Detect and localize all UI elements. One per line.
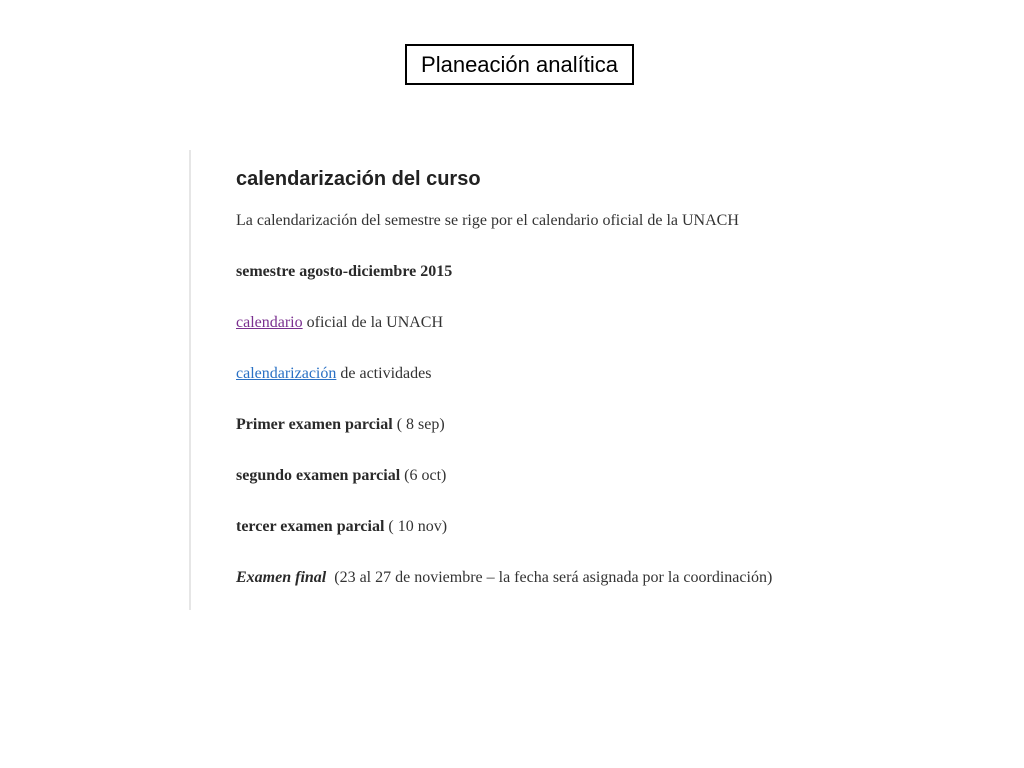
exam3-date: ( 10 nov) (384, 518, 448, 535)
calendar-link-suffix: oficial de la UNACH (302, 314, 444, 331)
final-exam-line (236, 569, 772, 587)
calendarizacion-link[interactable]: calendarización (236, 365, 337, 382)
exam3-label: tercer examen parcial (236, 518, 385, 535)
final-exam-label: Examen final (236, 569, 327, 586)
course-calendar-panel (189, 150, 889, 610)
exam2-date: (6 oct) (400, 467, 447, 484)
calendar-link-line (236, 314, 443, 332)
section-heading: calendarización del curso (236, 168, 481, 190)
semester-label (236, 263, 452, 281)
exam1-line (236, 416, 445, 434)
exam1-date: ( 8 sep) (392, 416, 445, 433)
activities-link-line (236, 365, 431, 383)
final-exam-date: (23 al 27 de noviembre – la fecha será asignada por la coordinación) (326, 569, 773, 586)
slide-title: Planeación analítica (405, 44, 634, 85)
semester-text: semestre agosto-diciembre 2015 (236, 263, 453, 280)
activities-link-suffix: de actividades (336, 365, 432, 382)
exam3-line (236, 518, 447, 536)
exam2-line (236, 467, 446, 485)
calendario-link[interactable]: calendario (236, 314, 303, 331)
intro-text: La calendarización del semestre se rige por el calendario oficial de la UNACH (236, 212, 739, 229)
exam1-label: Primer examen parcial (236, 416, 393, 433)
exam2-label: segundo examen parcial (236, 467, 401, 484)
